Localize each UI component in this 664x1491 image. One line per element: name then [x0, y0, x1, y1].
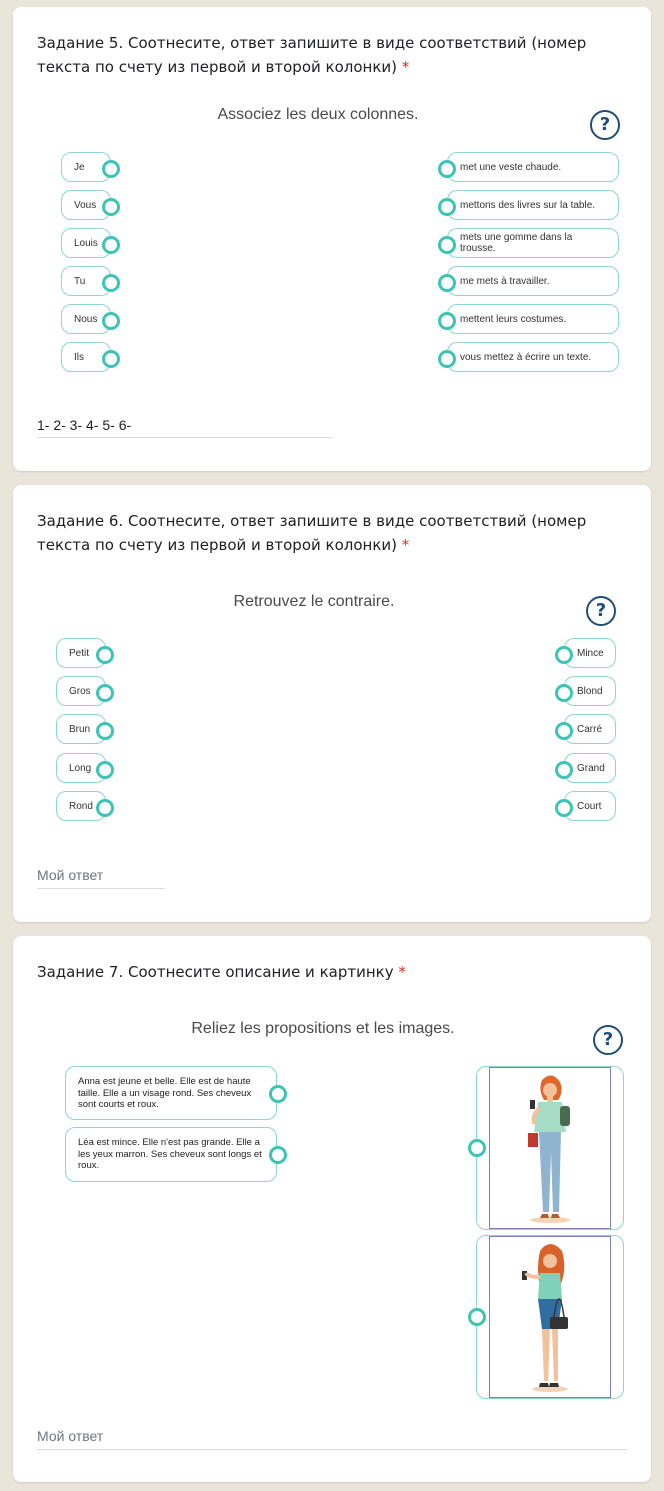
- connector-dot[interactable]: [438, 198, 456, 216]
- right-item[interactable]: [447, 304, 619, 334]
- required-asterisk: *: [401, 58, 410, 76]
- connector-dot[interactable]: [96, 761, 114, 779]
- item-label: vous mettez à écrire un texte.: [460, 351, 592, 363]
- item-label: me mets à travailler.: [460, 275, 550, 287]
- required-asterisk: *: [398, 963, 406, 981]
- connector-dot[interactable]: [555, 761, 573, 779]
- connector-dot[interactable]: [96, 646, 114, 664]
- item-label: Rond: [69, 800, 93, 812]
- question-title-text: Задание 7. Соотнесите описание и картинку: [37, 963, 394, 981]
- connector-dot[interactable]: [102, 160, 120, 178]
- item-label: Long: [69, 762, 92, 774]
- item-label: met une veste chaude.: [460, 161, 562, 173]
- connector-dot[interactable]: [555, 646, 573, 664]
- description-text: Léa est mince. Elle n'est pas grande. Elle a les yeux marron. Ses cheveux sont longs et roux.: [78, 1137, 262, 1171]
- right-item[interactable]: [447, 266, 619, 296]
- description-text: Anna est jeune et belle. Elle est de haute taille. Elle a un visage rond. Ses cheveux sont courts et roux.: [78, 1076, 252, 1110]
- connector-dot[interactable]: [102, 312, 120, 330]
- connector-dot[interactable]: [102, 274, 120, 292]
- matching-exercise: [13, 485, 651, 922]
- matching-exercise: [13, 936, 651, 1482]
- image-frame: [489, 1236, 611, 1398]
- item-label: Grand: [577, 762, 605, 774]
- connector-dot[interactable]: [438, 274, 456, 292]
- connector-dot[interactable]: [438, 312, 456, 330]
- help-icon[interactable]: ?: [590, 110, 620, 140]
- connector-dot[interactable]: [555, 799, 573, 817]
- connector-dot[interactable]: [468, 1308, 486, 1326]
- answer-input[interactable]: Мой ответ: [37, 867, 165, 889]
- item-label: Brun: [69, 723, 91, 735]
- woman-with-backpack-illustration: [490, 1068, 610, 1228]
- item-label: Tu: [74, 275, 86, 287]
- item-label: Blond: [577, 685, 603, 697]
- item-label: Petit: [69, 647, 90, 659]
- question-title-text: Задание 6. Соотнесите, ответ запишите в виде соответствий (номер текста по счету из первой и второй колонки): [37, 512, 587, 554]
- image-card[interactable]: [476, 1066, 624, 1230]
- connector-dot[interactable]: [438, 350, 456, 368]
- description-card[interactable]: [65, 1127, 277, 1182]
- right-item[interactable]: [447, 190, 619, 220]
- woman-with-handbag-illustration: [490, 1237, 610, 1397]
- help-icon[interactable]: ?: [586, 596, 616, 626]
- connector-dot[interactable]: [468, 1139, 486, 1157]
- question-title-text: Задание 5. Соотнесите, ответ запишите в виде соответствий (номер текста по счету из первой и второй колонки): [37, 34, 587, 76]
- exercise-heading: Associez les deux colonnes.: [217, 106, 419, 123]
- connector-dot[interactable]: [102, 236, 120, 254]
- matching-exercise: [13, 7, 651, 471]
- item-label: mettons des livres sur la table.: [460, 199, 596, 211]
- question-card-5: [13, 7, 651, 471]
- right-item[interactable]: [447, 228, 619, 258]
- question-card-7: [13, 936, 651, 1482]
- answer-input[interactable]: 1- 2- 3- 4- 5- 6-: [37, 417, 333, 438]
- connector-dot[interactable]: [96, 684, 114, 702]
- item-label: mettent leurs costumes.: [460, 313, 567, 325]
- item-label: Gros: [69, 685, 91, 697]
- connector-dot[interactable]: [102, 350, 120, 368]
- connector-dot[interactable]: [102, 198, 120, 216]
- connector-dot[interactable]: [555, 722, 573, 740]
- connector-dot[interactable]: [96, 722, 114, 740]
- item-label: Je: [74, 161, 85, 173]
- connector-dot[interactable]: [555, 684, 573, 702]
- required-asterisk: *: [401, 536, 410, 554]
- connector-dot[interactable]: [438, 236, 456, 254]
- right-item[interactable]: [447, 342, 619, 372]
- question-card-6: [13, 485, 651, 922]
- image-frame: [489, 1067, 611, 1229]
- right-item[interactable]: [447, 152, 619, 182]
- connector-dot[interactable]: [269, 1146, 287, 1164]
- image-card[interactable]: [476, 1235, 624, 1399]
- description-card[interactable]: [65, 1066, 277, 1120]
- exercise-heading: Reliez les propositions et les images.: [191, 1020, 455, 1037]
- answer-input[interactable]: Мой ответ: [37, 1428, 627, 1450]
- help-icon[interactable]: ?: [593, 1025, 623, 1055]
- item-label: mets une gomme dans la trousse.: [460, 232, 573, 254]
- item-label: Nous: [74, 313, 98, 325]
- item-label: Ils: [74, 351, 84, 363]
- connector-dot[interactable]: [438, 160, 456, 178]
- item-label: Vous: [74, 199, 97, 211]
- item-label: Louis: [74, 237, 98, 249]
- connector-dot[interactable]: [269, 1085, 287, 1103]
- item-label: Mince: [577, 647, 604, 659]
- item-label: Carré: [577, 723, 603, 735]
- exercise-heading: Retrouvez le contraire.: [233, 593, 395, 610]
- connector-dot[interactable]: [96, 799, 114, 817]
- item-label: Court: [577, 800, 602, 812]
